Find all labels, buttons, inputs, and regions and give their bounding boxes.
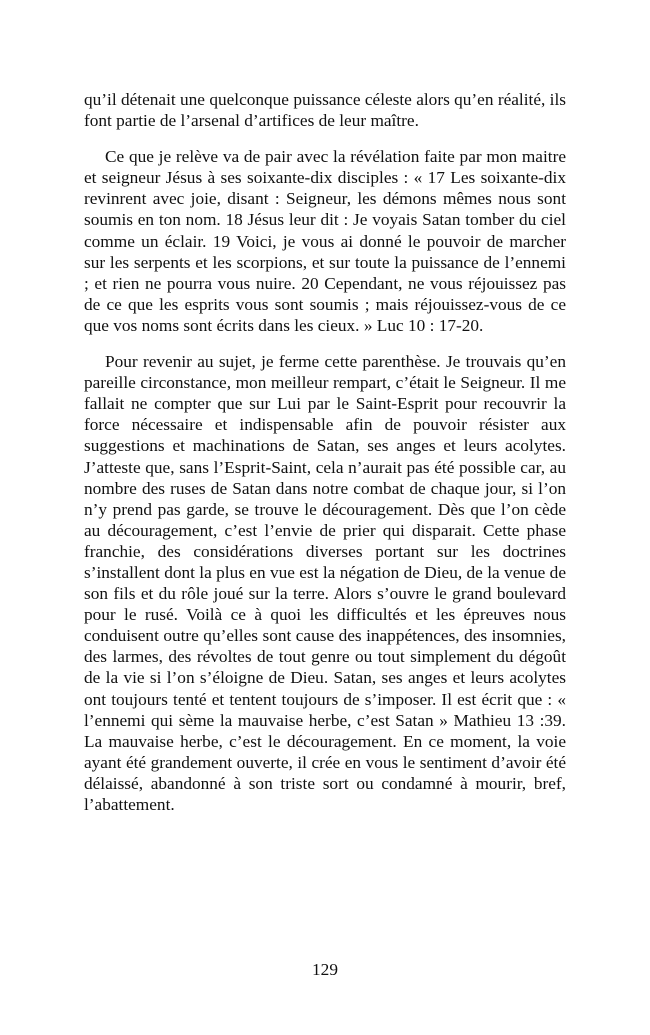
paragraph-discouragement: Pour revenir au sujet, je ferme cette parenthèse. Je trouvais qu’en pareille circonstance, mon meilleur rempart, c’était le Seigneur. Il me fallait ne compter que sur Lui par le Saint-Esprit pour recouvrir la force nécessaire et indispensable afin de pouvoir résister aux suggestions et machinations de Satan, ses anges et leurs acolytes. J’atteste que, sans l’Esprit-Saint, cela n’aurait pas été possible car, au nombre des ruses de Satan dans notre combat de chaque jour, si l’on n’y prend pas garde, se trouve le découragement. Dès que l’on cède au découragement, c’est l’envie de prier qui disparait. Cette phase franchie, des considérations diverses portant sur les doctrines s’installent dont la plus en vue est la négation de Dieu, de la venue de son fils et du rôle joué sur la terre. Alors s’ouvre le grand boulevard pour le rusé. Voilà ce à quoi les difficultés et les épreuves nous conduisent outre qu’elles sont cause des inappétences, des insomnies, des larmes, des révoltes de tout genre ou tout simplement du dégoût de la vie si l’on s’éloigne de Dieu. Satan, ses anges et leurs acolytes ont toujours tenté et tentent toujours de s’imposer. Il est écrit que : « l’ennemi qui sème la mauvaise herbe, c’est Satan » Mathieu 13 :39. La mauvaise herbe, c’est le découragement. En ce moment, la voie ayant été grandement ouverte, il crée en vous le sentiment d’avoir été délaissé, abandonné à son triste sort ou condamné à mourir, bref, l’abattement. (84, 352, 566, 814)
page-number: 129 (312, 960, 338, 979)
paragraph-luke-quote: Ce que je relève va de pair avec la révélation faite par mon maitre et seigneur Jésus à ses soixante-dix disciples : « 17 Les soixante-dix revinrent avec joie, disant : Seigneur, les démons mêmes nous sont soumis en ton nom. 18 Jésus leur dit : Je voyais Satan tomber du ciel comme un éclair. 19 Voici, je vous ai donné le pouvoir de marcher sur les serpents et les scorpions, et sur toute la puissance de l’ennemi ; et rien ne pourra vous nuire. 20 Cependant, ne vous réjouissez pas de ce que les esprits vous sont soumis ; mais réjouissez-vous de ce que vos noms sont écrits dans les cieux. » Luc 10 : 17-20. (84, 147, 566, 335)
paragraph-continuation: qu’il détenait une quelconque puissance céleste alors qu’en réalité, ils font partie de l’arsenal d’artifices de leur maître. (84, 90, 566, 131)
page-body (84, 89, 566, 830)
